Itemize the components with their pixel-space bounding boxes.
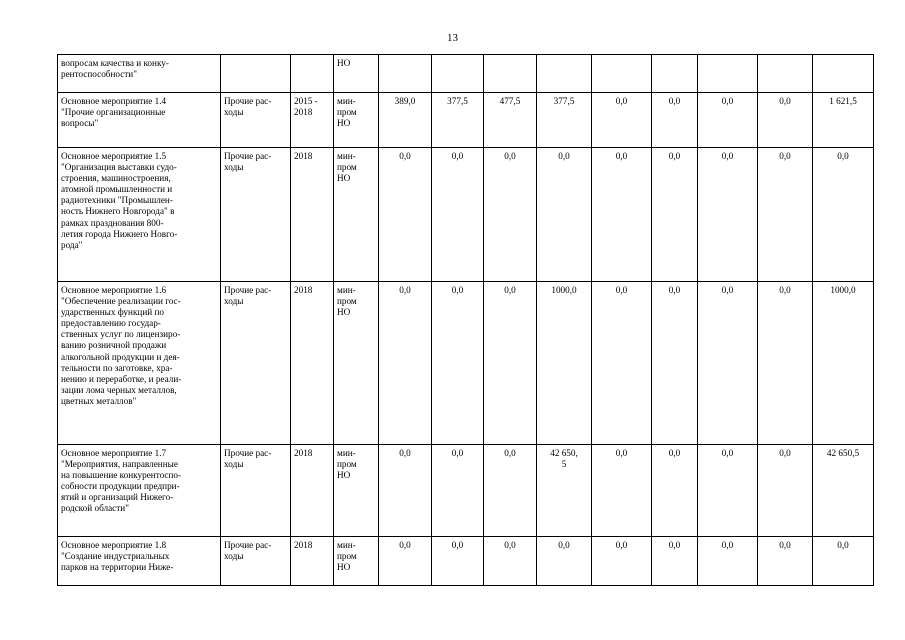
expense-type-cell [221, 282, 291, 445]
funding-value-cell [813, 445, 874, 537]
funding-value-cell-text: 0,0 [558, 540, 570, 550]
funding-value-cell-text: 0,0 [399, 448, 411, 458]
expense-type-cell [221, 537, 291, 586]
activity-name-cell [58, 537, 221, 586]
funding-value-cell [432, 148, 484, 282]
funding-value-cell [652, 148, 698, 282]
funding-value-cell [537, 148, 592, 282]
funding-value-cell [758, 537, 813, 586]
executor-cell [334, 55, 379, 93]
years-cell-text: 2018 [294, 448, 313, 458]
funding-value-cell [813, 148, 874, 282]
funding-value-cell [432, 537, 484, 586]
activity-name-cell-text: вопросам качества и конку- рентоспособности" [61, 58, 169, 80]
funding-value-cell [379, 282, 432, 445]
funding-value-cell [379, 148, 432, 282]
expense-type-cell-text: Прочие рас- ходы [224, 285, 272, 307]
executor-cell-text: НО [337, 58, 351, 68]
funding-value-cell [698, 282, 758, 445]
funding-value-cell-text: 477,5 [499, 96, 521, 106]
funding-value-cell [537, 445, 592, 537]
funding-value-cell [652, 537, 698, 586]
funding-value-cell [813, 55, 874, 93]
table-row [58, 55, 874, 93]
funding-value-cell-text: 0,0 [504, 151, 516, 161]
funding-value-cell [813, 537, 874, 586]
executor-cell [334, 537, 379, 586]
funding-value-cell [432, 282, 484, 445]
funding-value-cell [484, 282, 537, 445]
years-cell-text: 2018 [294, 540, 313, 550]
funding-value-cell-text: 0,0 [668, 540, 681, 550]
funding-value-cell [379, 537, 432, 586]
program-table [57, 54, 874, 586]
funding-value-cell-text: 0,0 [721, 448, 734, 458]
funding-value-cell-text: 0,0 [504, 285, 516, 295]
funding-value-cell-text: 1000,0 [830, 285, 856, 295]
funding-value-cell-text: 0,0 [399, 151, 411, 161]
funding-value-cell-text: 1000,0 [551, 285, 577, 295]
years-cell-text: 2015 - 2018 [294, 96, 318, 118]
funding-value-cell [537, 537, 592, 586]
activity-name-cell-text: Основное мероприятие 1.6 "Обеспечение реализации гос- ударственных функций по предоставлению государ- ственных услуг по лицензиро- ванию розничной продажи алкогольной продукции и дея- тельности по заготовке, хра- нению и переработке, и реали- зации лома черных металлов, цветных металлов" [61, 285, 182, 406]
funding-value-cell-text: 0,0 [779, 151, 791, 161]
years-cell [291, 537, 334, 586]
funding-value-cell-text: 0,0 [504, 540, 516, 550]
executor-cell-text: мин- пром НО [337, 151, 357, 184]
years-cell [291, 93, 334, 148]
funding-value-cell [537, 93, 592, 148]
table-row [58, 537, 874, 586]
funding-value-cell [652, 445, 698, 537]
activity-name-cell [58, 282, 221, 445]
expense-type-cell-text: Прочие рас- ходы [224, 448, 272, 470]
funding-value-cell-text: 0,0 [779, 448, 791, 458]
activity-name-cell-text: Основное мероприятие 1.7 "Мероприятия, направленные на повышение конкурентоспо- собности продукции предпри- ятий и организаций Нижего- родской области" [61, 448, 182, 514]
funding-value-cell [432, 445, 484, 537]
activity-name-cell-text: Основное мероприятие 1.4 "Прочие организационные вопросы" [61, 96, 167, 129]
funding-value-cell-text: 0,0 [615, 540, 628, 550]
funding-value-cell-text: 0,0 [721, 540, 734, 550]
funding-value-cell [537, 282, 592, 445]
years-cell [291, 445, 334, 537]
funding-value-cell [652, 282, 698, 445]
funding-value-cell [698, 55, 758, 93]
funding-value-cell [698, 93, 758, 148]
funding-value-cell [484, 55, 537, 93]
funding-value-cell-text: 0,0 [668, 285, 681, 295]
funding-value-cell [698, 537, 758, 586]
funding-value-cell [758, 93, 813, 148]
funding-value-cell [813, 93, 874, 148]
funding-value-cell-text: 42 650,5 [826, 448, 860, 458]
funding-value-cell-text: 0,0 [615, 151, 628, 161]
funding-value-cell-text: 0,0 [399, 285, 411, 295]
funding-value-cell-text: 0,0 [779, 285, 791, 295]
funding-value-cell [652, 55, 698, 93]
funding-value-cell-text: 0,0 [558, 151, 570, 161]
executor-cell-text: мин- пром НО [337, 540, 357, 573]
funding-value-cell-text: 42 650, 5 [550, 448, 578, 470]
funding-value-cell [698, 445, 758, 537]
table-row [58, 93, 874, 148]
table-row [58, 282, 874, 445]
funding-value-cell-text: 377,5 [447, 96, 468, 106]
funding-value-cell-text: 0,0 [668, 448, 681, 458]
executor-cell-text: мин- пром НО [337, 96, 357, 129]
table-row [58, 148, 874, 282]
executor-cell [334, 445, 379, 537]
expense-type-cell-text: Прочие рас- ходы [224, 96, 272, 118]
executor-cell-text: мин- пром НО [337, 448, 357, 481]
years-cell-text: 2018 [294, 151, 313, 161]
funding-value-cell [758, 445, 813, 537]
funding-value-cell [537, 55, 592, 93]
funding-value-cell-text: 0,0 [615, 96, 628, 106]
funding-value-cell [592, 445, 652, 537]
funding-value-cell [484, 537, 537, 586]
funding-value-cell [379, 445, 432, 537]
funding-value-cell [758, 282, 813, 445]
expense-type-cell [221, 445, 291, 537]
funding-value-cell-text: 1 621,5 [829, 96, 857, 106]
page-number: 13 [447, 32, 458, 44]
funding-value-cell-text: 0,0 [668, 151, 681, 161]
activity-name-cell [58, 445, 221, 537]
funding-value-cell-text: 0,0 [615, 285, 628, 295]
funding-value-cell-text: 0,0 [721, 96, 734, 106]
funding-value-cell-text: 0,0 [615, 448, 628, 458]
activity-name-cell [58, 93, 221, 148]
funding-value-cell-text: 0,0 [779, 96, 791, 106]
funding-value-cell [758, 55, 813, 93]
funding-value-cell [484, 148, 537, 282]
activity-name-cell [58, 148, 221, 282]
funding-value-cell-text: 0,0 [837, 151, 849, 161]
funding-value-cell [813, 282, 874, 445]
activity-name-cell [58, 55, 221, 93]
funding-value-cell-text: 0,0 [668, 96, 681, 106]
funding-value-cell-text: 0,0 [451, 151, 464, 161]
expense-type-cell-text: Прочие рас- ходы [224, 151, 272, 173]
funding-value-cell [379, 93, 432, 148]
funding-value-cell [592, 148, 652, 282]
expense-type-cell [221, 93, 291, 148]
funding-value-cell-text: 0,0 [779, 540, 791, 550]
years-cell-text: 2018 [294, 285, 313, 295]
funding-value-cell [652, 93, 698, 148]
funding-value-cell [758, 148, 813, 282]
activity-name-cell-text: Основное мероприятие 1.8 "Создание индустриальных парков на территории Ниже- [61, 540, 174, 573]
funding-value-cell-text: 389,0 [394, 96, 416, 106]
executor-cell-text: мин- пром НО [337, 285, 357, 318]
funding-value-cell [592, 282, 652, 445]
activity-name-cell-text: Основное мероприятие 1.5 "Организация выставки судо- строения, машиностроения, атомной промышленности и радиотехники "Промышлен- ность Нижнего Новгорода" в рамках празднования 800- летия города Нижнего Новго- рода" [61, 151, 178, 250]
years-cell [291, 55, 334, 93]
funding-value-cell [484, 445, 537, 537]
funding-value-cell-text: 0,0 [721, 151, 734, 161]
funding-value-cell-text: 377,5 [553, 96, 575, 106]
funding-value-cell-text: 0,0 [504, 448, 516, 458]
funding-value-cell-text: 0,0 [837, 540, 849, 550]
funding-value-cell [432, 55, 484, 93]
expense-type-cell-text: Прочие рас- ходы [224, 540, 272, 562]
executor-cell [334, 93, 379, 148]
funding-value-cell [592, 55, 652, 93]
funding-value-cell-text: 0,0 [451, 540, 464, 550]
funding-value-cell [379, 55, 432, 93]
expense-type-cell [221, 55, 291, 93]
executor-cell [334, 282, 379, 445]
funding-value-cell [432, 93, 484, 148]
funding-value-cell-text: 0,0 [451, 285, 464, 295]
years-cell [291, 282, 334, 445]
years-cell [291, 148, 334, 282]
executor-cell [334, 148, 379, 282]
funding-value-cell [592, 93, 652, 148]
funding-value-cell [698, 148, 758, 282]
funding-value-cell-text: 0,0 [399, 540, 411, 550]
table-body [58, 55, 874, 586]
table-row [58, 445, 874, 537]
funding-value-cell-text: 0,0 [721, 285, 734, 295]
expense-type-cell [221, 148, 291, 282]
funding-value-cell [484, 93, 537, 148]
funding-value-cell-text: 0,0 [451, 448, 464, 458]
funding-value-cell [592, 537, 652, 586]
